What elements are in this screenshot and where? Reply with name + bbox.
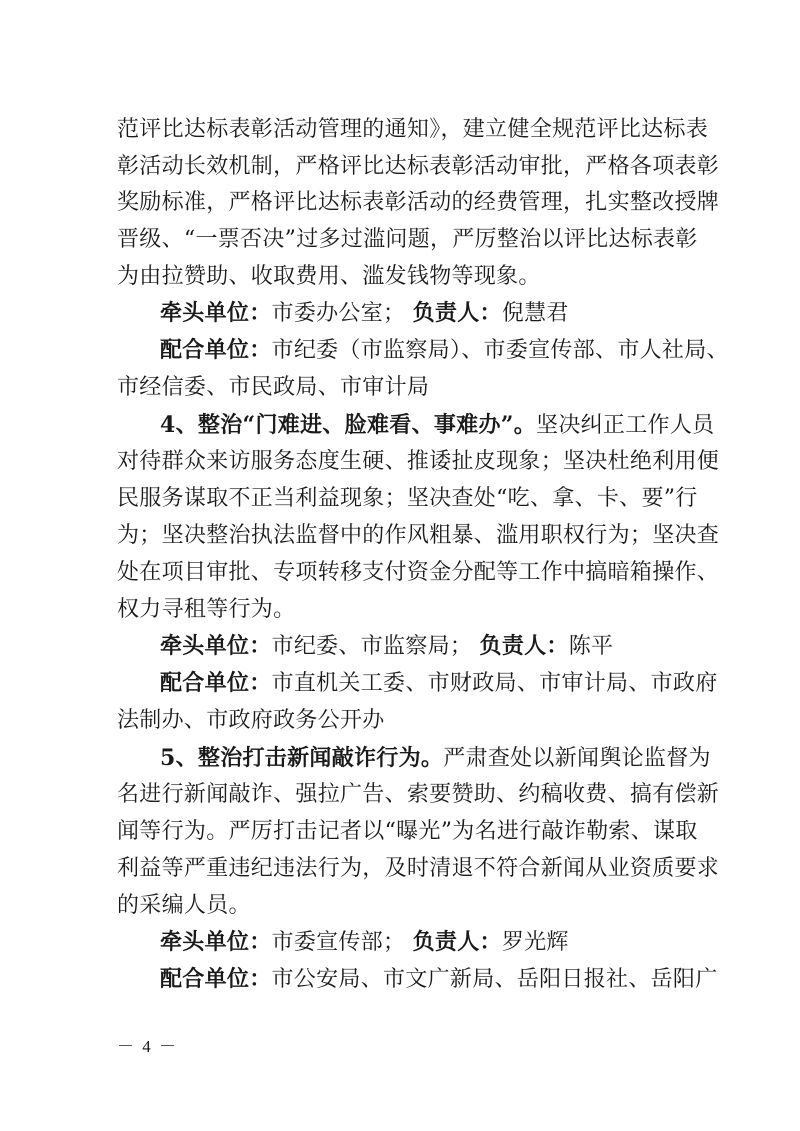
owner-label: 负责人： xyxy=(479,634,569,659)
item-5-heading-line xyxy=(160,744,740,773)
lead-unit-line xyxy=(160,929,740,957)
paragraph-line: 为由拉赞助、收取费用、滥发钱物等现象。 xyxy=(117,264,541,289)
paragraph-line: 闻等行为。严厉打击记者以“曝光”为名进行敲诈勒索、谋取 xyxy=(117,819,698,844)
coop-unit-line xyxy=(160,337,740,365)
item-5-heading-rest: 严肃查处以新闻舆论监督为 xyxy=(443,746,711,771)
owner-value: 罗光辉 xyxy=(501,930,569,955)
paragraph-line: 奖励标准，严格评比达标表彰活动的经费管理，扎实整改授牌 xyxy=(117,190,720,215)
paragraph-line: 名进行新闻敲诈、强拉广告、索要赞助、约稿收费、搞有偿新 xyxy=(117,782,720,807)
owner-label: 负责人： xyxy=(412,301,502,326)
lead-unit-label: 牵头单位： xyxy=(160,301,272,326)
lead-unit-label: 牵头单位： xyxy=(160,930,272,955)
paragraph-line: 彰活动长效机制，严格评比达标表彰活动审批，严格各项表彰 xyxy=(117,154,720,179)
paragraph-line: 民服务谋取不正当利益现象；坚决查处“吃、拿、卡、要”行 xyxy=(117,486,698,511)
lead-unit-value: 市委宣传部； xyxy=(271,930,406,955)
coop-unit-line xyxy=(160,670,740,698)
lead-unit-label: 牵头单位： xyxy=(160,634,272,659)
item-4-heading: 4、整治“门难进、脸难看、事难办”。 xyxy=(160,412,537,438)
coop-unit-continuation: 市经信委、市民政局、市审计局 xyxy=(117,375,430,400)
lead-unit-value: 市委办公室； xyxy=(271,301,406,326)
paragraph-line: 范评比达标表彰活动管理的通知》，建立健全规范评比达标表 xyxy=(117,117,709,142)
paragraph-line: 为；坚决整治执法监督中的作风粗暴、滥用职权行为；坚决查 xyxy=(117,523,720,548)
coop-unit-value: 市纪委（市监察局）、市委宣传部、市人社局、 xyxy=(271,338,729,363)
item-5-heading: 5、整治打击新闻敲诈行为。 xyxy=(160,745,444,771)
lead-unit-value: 市纪委、市监察局； xyxy=(271,634,473,659)
item-4-heading-rest: 坚决纠正工作人员 xyxy=(536,413,715,438)
lead-unit-line xyxy=(160,633,740,661)
coop-unit-label: 配合单位： xyxy=(160,338,272,363)
coop-unit-label: 配合单位： xyxy=(160,671,272,696)
coop-unit-line xyxy=(160,966,740,994)
item-4-heading-line xyxy=(160,411,740,440)
paragraph-line: 处在项目审批、专项转移支付资金分配等工作中搞暗箱操作、 xyxy=(117,560,720,585)
owner-value: 陈平 xyxy=(568,634,614,659)
coop-unit-continuation: 法制办、市政府政务公开办 xyxy=(117,708,385,733)
coop-unit-value: 市直机关工委、市财政局、市审计局、市政府 xyxy=(271,671,718,696)
paragraph-line: 利益等严重违纪违法行为，及时清退不符合新闻从业资质要求 xyxy=(117,856,720,881)
page-number: － 4 － xyxy=(117,1037,178,1056)
owner-value: 倪慧君 xyxy=(501,301,569,326)
coop-unit-value: 市公安局、市文广新局、岳阳日报社、岳阳广 xyxy=(271,967,718,992)
paragraph-line: 对待群众来访服务态度生硬、推诿扯皮现象；坚决杜绝利用便 xyxy=(117,449,720,474)
paragraph-line: 晋级、“一票否决”过多过滥问题，严厉整治以评比达标表彰 xyxy=(117,227,698,252)
coop-unit-label: 配合单位： xyxy=(160,967,272,992)
owner-label: 负责人： xyxy=(412,930,502,955)
paragraph-line: 的采编人员。 xyxy=(117,893,251,918)
paragraph-line: 权力寻租等行为。 xyxy=(117,597,296,622)
lead-unit-line xyxy=(160,300,740,328)
